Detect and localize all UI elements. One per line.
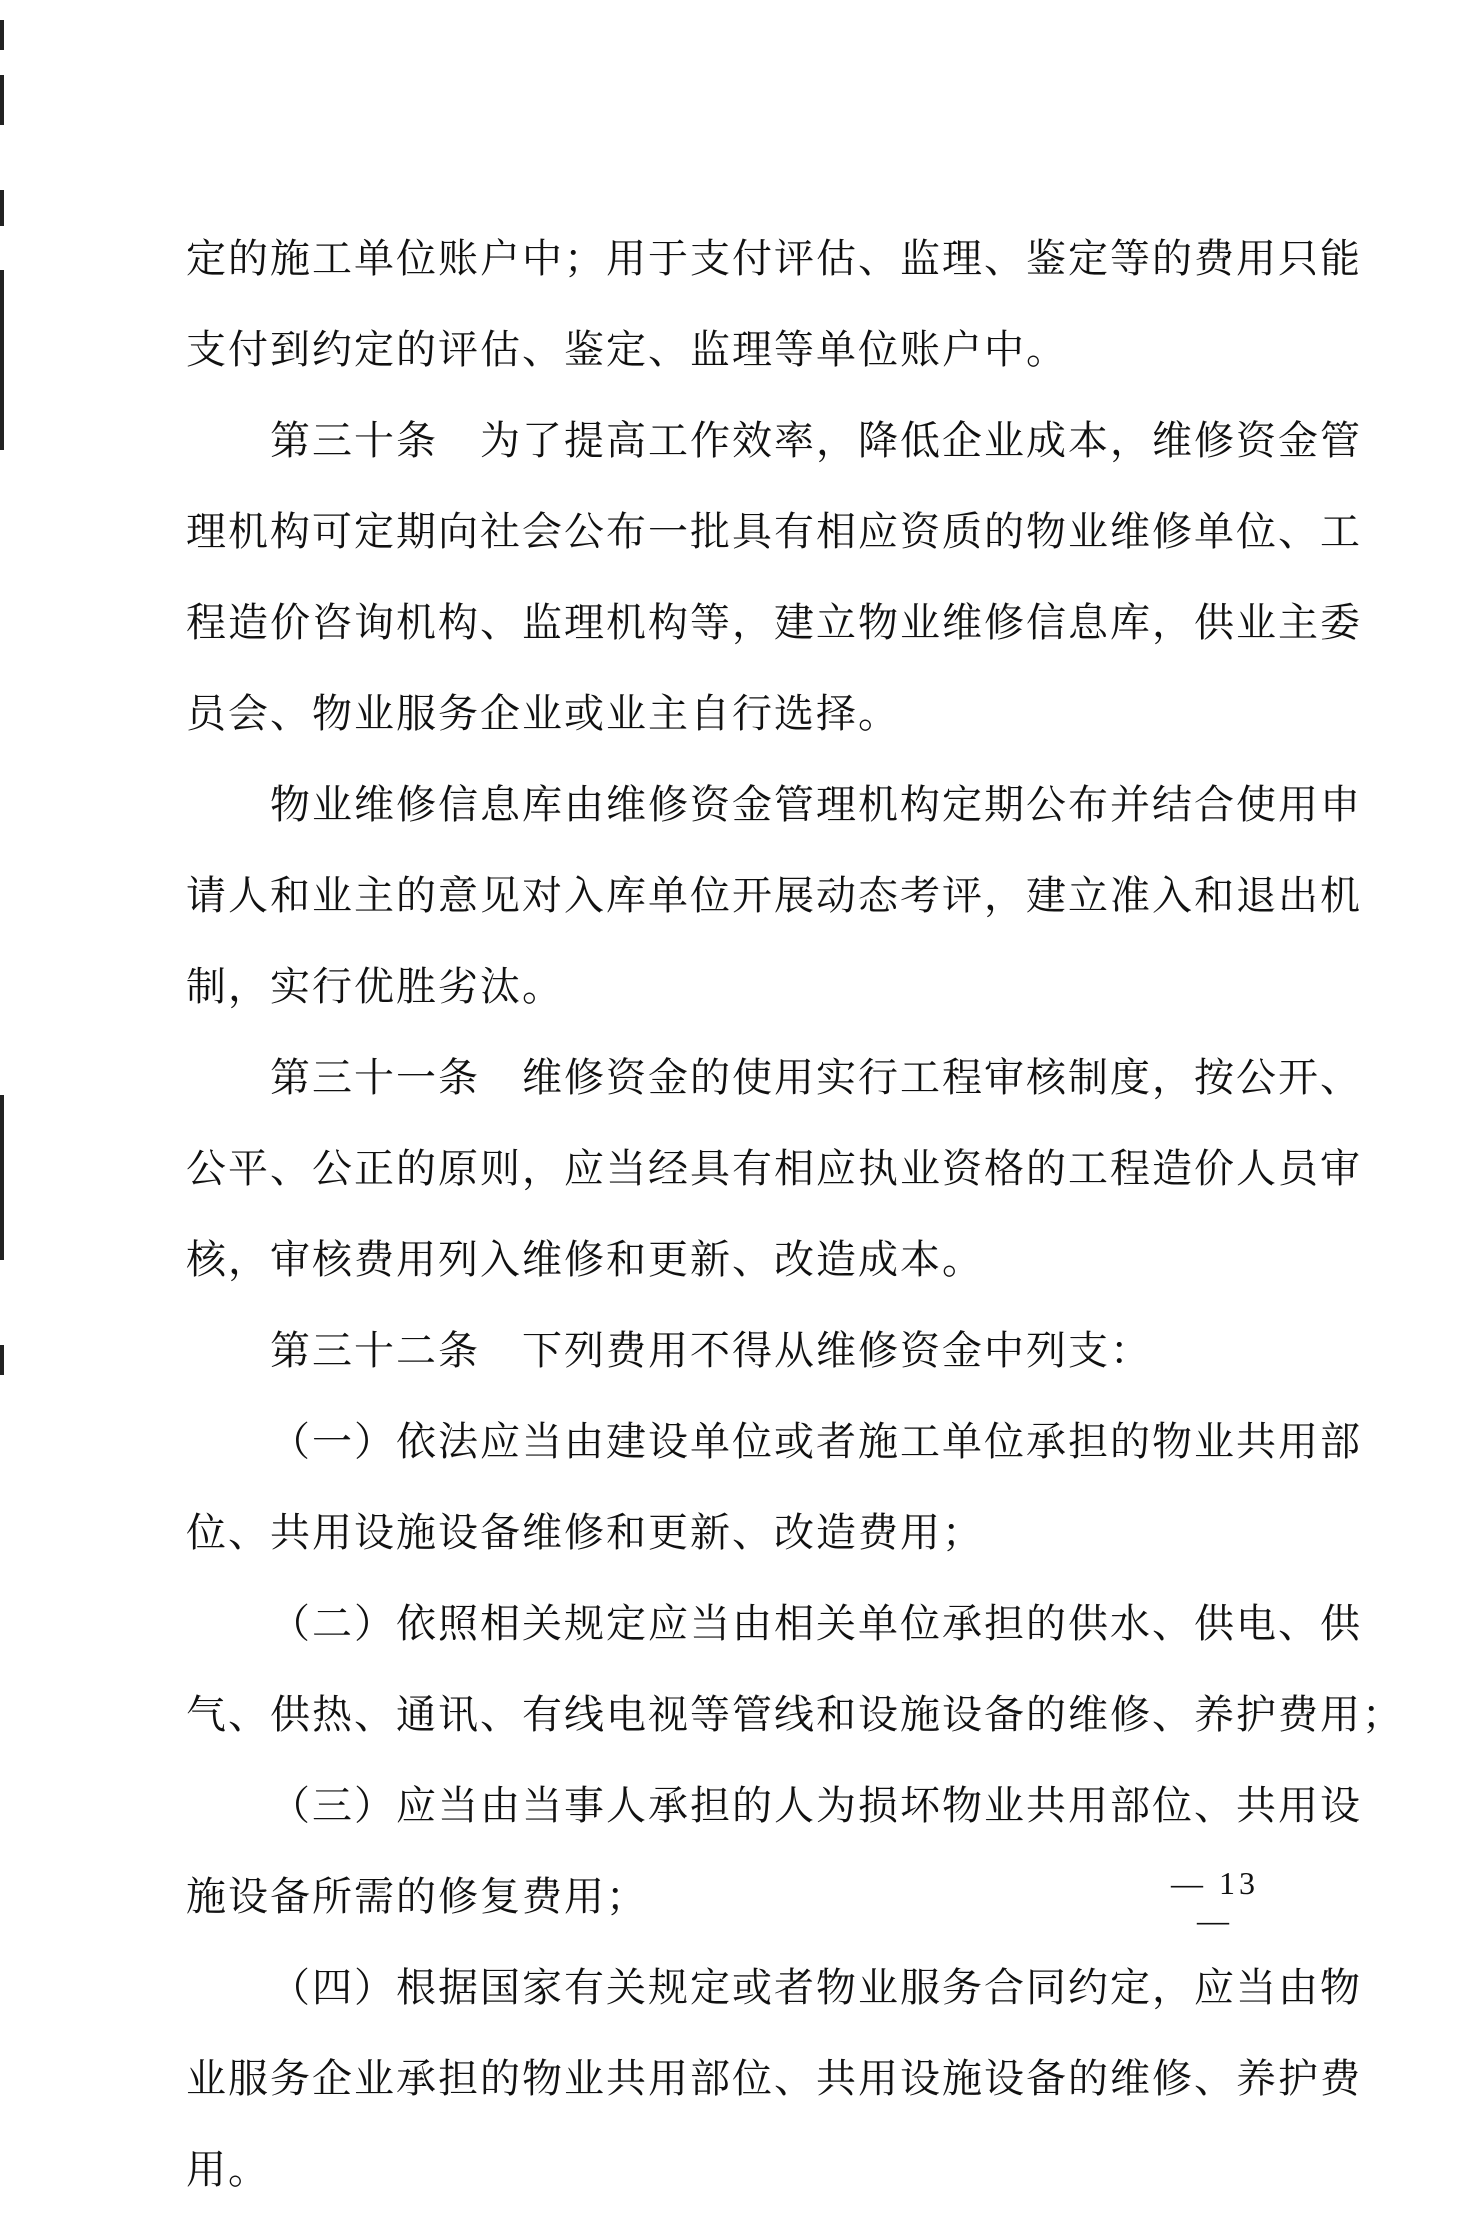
binding-mark <box>0 270 4 450</box>
list-item-3-line: （三）应当由当事人承担的人为损坏物业共用部位、共用设 <box>270 1783 1362 1829</box>
text-line: 气、供热、通讯、有线电视等管线和设施设备的维修、养护费用； <box>186 1692 1404 1738</box>
text-line: 员会、物业服务企业或业主自行选择。 <box>186 691 900 737</box>
list-item-2-line: （二）依照相关规定应当由相关单位承担的供水、供电、供 <box>270 1601 1362 1647</box>
binding-mark <box>0 75 4 125</box>
binding-mark <box>0 1095 4 1260</box>
text-line: 程造价咨询机构、监理机构等，建立物业维修信息库，供业主委 <box>186 600 1362 646</box>
text-line: 定的施工单位账户中；用于支付评估、监理、鉴定等的费用只能 <box>186 236 1362 282</box>
article-32-heading-line: 第三十二条 下列费用不得从维修资金中列支： <box>270 1328 1152 1374</box>
text-line: 制，实行优胜劣汰。 <box>186 964 564 1010</box>
text-line: 支付到约定的评估、鉴定、监理等单位账户中。 <box>186 327 1068 373</box>
binding-mark <box>0 1345 4 1375</box>
text-line: 理机构可定期向社会公布一批具有相应资质的物业维修单位、工 <box>186 509 1362 555</box>
binding-mark <box>0 190 4 226</box>
text-line: 请人和业主的意见对入库单位开展动态考评，建立准入和退出机 <box>186 873 1362 919</box>
page-number: — 13 — <box>1171 1865 1259 1938</box>
text-line: 公平、公正的原则，应当经具有相应执业资格的工程造价人员审 <box>186 1146 1362 1192</box>
text-line: 位、共用设施设备维修和更新、改造费用； <box>186 1510 984 1556</box>
text-line: 核，审核费用列入维修和更新、改造成本。 <box>186 1237 984 1283</box>
text-line: 施设备所需的修复费用； <box>186 1874 648 1920</box>
text-line: 业服务企业承担的物业共用部位、共用设施设备的维修、养护费 <box>186 2056 1362 2102</box>
text-line: 用。 <box>186 2147 270 2193</box>
list-item-1-line: （一）依法应当由建设单位或者施工单位承担的物业共用部 <box>270 1419 1362 1465</box>
paragraph-start-line: 物业维修信息库由维修资金管理机构定期公布并结合使用申 <box>270 782 1362 828</box>
article-30-heading-line: 第三十条 为了提高工作效率，降低企业成本，维修资金管 <box>270 418 1362 464</box>
list-item-4-line: （四）根据国家有关规定或者物业服务合同约定，应当由物 <box>270 1965 1362 2011</box>
binding-mark <box>0 20 4 50</box>
article-31-heading-line: 第三十一条 维修资金的使用实行工程审核制度，按公开、 <box>270 1055 1362 1101</box>
